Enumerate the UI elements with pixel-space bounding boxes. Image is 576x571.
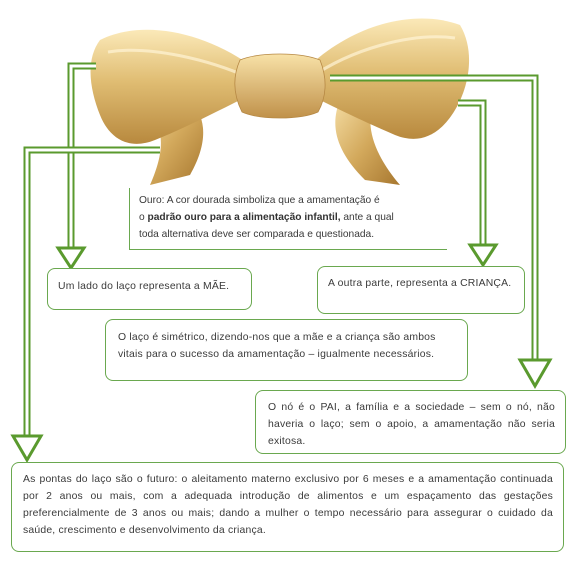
ribbon-loop-left: [91, 30, 250, 144]
ribbon-knot: [235, 54, 325, 118]
ouro-description: [129, 188, 447, 250]
gold-ribbon-bow: [91, 18, 470, 185]
ouro-line-2: o padrão ouro para a alimentação infantil, ante a qual: [139, 212, 394, 223]
crianca-text: A outra parte, representa a CRIANÇA.: [328, 278, 512, 289]
arrow-to-crianca: [458, 103, 496, 265]
pai-box: [255, 390, 566, 454]
crianca-box: [317, 266, 525, 314]
ouro-line-3: toda alternativa deve ser comparada e questionada.: [139, 229, 375, 240]
mae-box: [47, 268, 252, 310]
simetrico-text: O laço é simétrico, dizendo-nos que a mãe e a criança são ambos vitais para o sucesso da amamentação – igualmente necessários.: [118, 332, 436, 360]
simetrico-box: [105, 319, 468, 381]
mae-text: Um lado do laço representa a MÃE.: [58, 281, 230, 292]
pontas-box: [11, 462, 564, 552]
pai-text: O nó é o PAI, a família e a sociedade – sem o nó, não haveria o laço; sem o apoio, a amamentação não seria exitosa.: [268, 402, 555, 447]
ouro-line-1: Ouro: A cor dourada simboliza que a amamentação é: [139, 195, 380, 206]
arrow-to-mae: [58, 66, 96, 268]
pontas-text: As pontas do laço são o futuro: o aleitamento materno exclusivo por 6 meses e a amamentação continuada por 2 anos ou mais, com a adequada introdução de alimentos e um espaçamento das gestações preferencialmente de 3 anos ou mais; dando a mulher o tempo necessário para assegurar o cuidado da saúde, crescimento e desenvolvimento da criança.: [23, 474, 553, 536]
ouro-highlight: padrão ouro para a alimentação infantil,: [147, 212, 341, 223]
